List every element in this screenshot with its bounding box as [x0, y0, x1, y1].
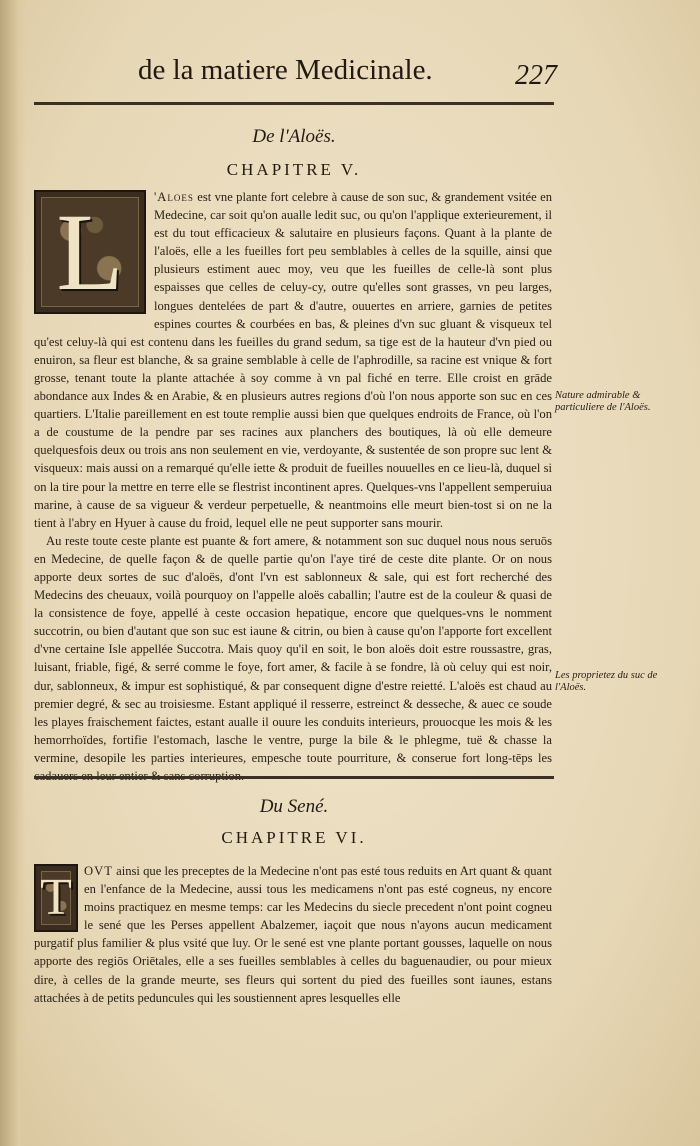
paragraph-sene-1: [34, 862, 552, 1007]
section-body-aloes: [34, 188, 552, 768]
margin-note-nature: Nature admirable & particuliere de l'Aloës.: [555, 390, 651, 413]
header-rule: [34, 102, 554, 105]
lead-word: OVT: [84, 864, 113, 878]
running-head: de la matiere Medicinale.: [138, 54, 433, 86]
dropcap-letter: T: [40, 869, 72, 926]
paragraph-aloes-2: Au reste toute ceste plante est puante & fort amere, & notamment son suc duquel nous nous seruōs en Medecine, de quelle façon & de quelle partie qu'on l'aye tiré de ceste dite plante. Or on nous apporte deux sortes de suc d'aloës, d'ont l'vn est sablonneux & sale, qui est fort recherché des Medecins des cheuaux, voilà pourquoy on l'appelle aloës caballin; l'autre est de la couleur & quasi de la consistence de foye, appellé à ceste occasion hepatique, encore que quelques-vns le nomment succotrin, ou bien d'autant que son suc est iaune & citrin, ou bien à cause qu'on l'apporte fort excellent d'vne certaine Isle appellée Succotra. Mais quoy qu'il en soit, le bon aloës doit estre roussastre, gras, luisant, friable, figé, & serré comme le foye, fort amer, & facile à se fondre, là où celuy qui est noir, dur, sablonneux, & impur est sophistiqué, & par consequent digne d'estre reietté. L'aloës est chaud au premier degré, & sec au troisiesme. Estant appliqué il resserre, estreinct & desseche, & auec ce soude les playes fraischement faictes, estant aualle il ouure les conduits interieurs, prouocque les mois & les hemorrhoïdes, fortifie l'estomach, lasche le ventre, purge la bile & le phlegme, tuë & chasse la vermine, desopile les parties interieures, empesche toute pourriture, & conserue fort long-tēps les: [34, 533, 552, 765]
paragraph-aloes-1: [34, 188, 552, 532]
page-number: 227: [515, 60, 557, 91]
dropcap-ornament-t: [34, 864, 78, 932]
dropcap-letter: L: [56, 191, 124, 313]
section-divider-rule: [34, 776, 554, 779]
chapter-label-v: CHAPITRE V.: [226, 160, 362, 179]
paragraph-text: ainsi que les preceptes de la Medecine n'ont pas esté tous reduits en Art quant & quant en l'enfance de la Medecine, aussi tous les medicamens n'ont pas esté cogneus, ny encore moins practiquez en mesme temps: car les Medecins du siecle precedent n'ont point cogneu le sené que les Perses appellent Abalzemer, iaçoit que nous n'ayons aucun medicament purgatif plus familier & plus vsité que luy. Or le sené est vne plante portant gousses, laquelle on nous apporte des regiōs Oriētales, elle a ses fueilles semblables à celles du baguenaudier, ou pour mieux dire, à celles de la grande meurte, ses fleurs qui sortent du pied des fueilles sont iaunes, estans attachées à de petits peduncules qui les soustiennent apres lesquelles elle: [34, 864, 552, 1005]
dropcap-ornament-l: [34, 190, 146, 314]
page-binding-shadow: [0, 0, 26, 1146]
margin-note-proprietez: Les proprietez du suc de l'Aloës.: [555, 670, 658, 693]
section-title-aloes: De l'Aloës.: [252, 126, 336, 147]
chapter-label-vi: CHAPITRE VI.: [221, 828, 367, 847]
paragraph-text: est vne plante fort celebre à cause de son suc, & grandement vsitée en Medecine, car soit qu'on aualle ledit suc, ou qu'on l'applique exterieurement, il est du tout efficacieux & salutaire en plusieurs façons. Quant à la plante de l'aloës, elle a les fueilles fort peu semblables à celles de la squille, ainsi que plusieurs estiment auec moy, veu que les fueilles de celle-là sont plus espaisses que celles de celuy-cy, outre qu'elles sont grasses, vn peu larges, longues dentelées de part & d'autre, ouuertes en arriere, garnies de petites espines courtes & courbées en bas, & pleines d'vn suc gluant & visqueux tel qu'est celuy-là qui est contenu dans les fueilles du grand sedum, sa tige est de la hauteur d'vn pied ou enuiron, sa fleur est blanche, & sa graine semblable à celle de l'aphrodille, sa racine est vnique & fort grosse, tenant toute la plante attachée à soy comme à vn pal fiché en terre. Elle croist en grāde abondance aux Indes & en Arabie, & en plusieurs autres regions d'où l'on nous apporte son suc en ces quartiers. L'Italie pareillement en est toute remplie aussi bien que quelques endroits de France, où l'on a de coustume de la pendre par ses racines aux planchers des boutiques, là où elle demeure quelquesfois deux ou trois ans non seulement en vie, verdoyante, & sustentée de son propre suc lent & visqueux: mais aussi on a remarqué qu'elle iette & produit de fueilles nouuelles en ce lieu-là, duquel si on la tire pour la mettre en terre elle se flestrist incontinent apres. Quelques-vns l'appellent semperuiua marine, à cause de sa vigueur & verdeur perpetuelle, & neantmoins elle meurt bien-tost si on ne la tient à l'abry en Hyuer à cause du froid, lequel elle ne peut supporter sans mourir.: [34, 190, 552, 530]
section-body-sene: [34, 862, 552, 1032]
lead-word: 'Aloes: [154, 190, 194, 204]
section-title-sene: Du Sené.: [259, 796, 329, 817]
